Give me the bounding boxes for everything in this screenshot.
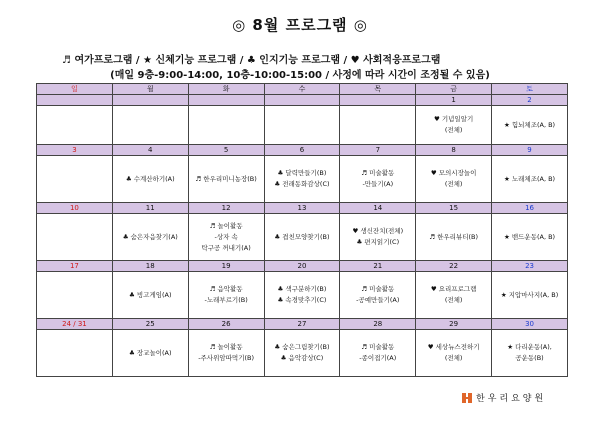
day-cell	[188, 156, 264, 203]
date-number: 3	[37, 145, 113, 156]
activity-line: -상자 속	[214, 232, 238, 241]
day-cell	[416, 330, 492, 377]
activity-line: ♣ 수계산하기(A)	[125, 174, 175, 183]
weekday-header-row	[37, 84, 568, 95]
date-row	[37, 261, 568, 272]
day-cell	[264, 330, 340, 377]
day-cell	[264, 106, 340, 145]
day-cell	[188, 330, 264, 377]
activity-line: ♬ 한우리미니농장(B)	[195, 174, 257, 183]
weekday-header: 월	[112, 84, 188, 95]
weekday-header: 일	[37, 84, 113, 95]
day-cell	[340, 330, 416, 377]
weekday-header: 수	[264, 84, 340, 95]
activity-line: ★ 노래체조(A, B)	[503, 174, 556, 183]
calendar-table	[36, 83, 568, 377]
activity-line: ♣ 속경맞추기(C)	[277, 296, 327, 304]
day-cell	[37, 106, 113, 145]
activity-line: ♬ 미술활동	[361, 169, 395, 177]
day-cell	[340, 214, 416, 261]
date-number: 12	[188, 203, 264, 214]
date-number: 2	[492, 95, 568, 106]
day-cell	[416, 156, 492, 203]
activity-line: ♬ 미술활동	[361, 343, 395, 351]
date-number: 25	[112, 319, 188, 330]
day-cell	[188, 214, 264, 261]
date-number	[264, 95, 340, 106]
date-number: 18	[112, 261, 188, 272]
date-number: 21	[340, 261, 416, 272]
date-number: 11	[112, 203, 188, 214]
date-number: 30	[492, 319, 568, 330]
activity-line: (전체)	[444, 354, 463, 362]
operating-hours: (매일 9층-9:00-14:00, 10층-10:00-15:00 / 사정에 따라 시간이 조정될 수 있음)	[110, 70, 490, 81]
activity-row	[37, 156, 568, 203]
activity-line: ★ 다리운동(A),	[507, 343, 552, 351]
activity-line: ★ 밴드운동(A, B)	[503, 232, 556, 241]
activity-line: 공운동(B)	[515, 354, 544, 362]
activity-line: (전체)	[444, 180, 463, 188]
date-number: 10	[37, 203, 113, 214]
date-number: 23	[492, 261, 568, 272]
day-cell	[264, 156, 340, 203]
date-number: 8	[416, 145, 492, 156]
activity-line: -노래부르기(B)	[204, 296, 248, 304]
day-cell	[112, 330, 188, 377]
day-cell	[112, 106, 188, 145]
activity-line: ♬ 미술활동	[361, 285, 395, 293]
day-cell	[37, 214, 113, 261]
day-cell	[112, 272, 188, 319]
date-number: 15	[416, 203, 492, 214]
date-number	[340, 95, 416, 106]
date-number: 22	[416, 261, 492, 272]
date-number: 14	[340, 203, 416, 214]
nursing-home-logo	[462, 391, 546, 404]
logo-icon	[462, 393, 472, 403]
day-cell	[492, 272, 568, 319]
activity-line: ♣ 겹친모양찾기(B)	[274, 232, 330, 241]
day-cell	[264, 272, 340, 319]
date-number: 24 / 31	[37, 319, 113, 330]
activity-line: ♬ 놀이활동	[209, 221, 243, 230]
date-row	[37, 145, 568, 156]
date-row	[37, 95, 568, 106]
program-legend: ♬ 여가프로그램 / ★ 신체기능 프로그램 / ♣ 인지기능 프로그램 / ♥ 사회적응프로그램	[62, 55, 441, 66]
day-cell	[264, 214, 340, 261]
activity-line: ♣ 편지읽기(C)	[356, 238, 400, 246]
day-cell	[416, 214, 492, 261]
date-number: 9	[492, 145, 568, 156]
day-cell	[37, 156, 113, 203]
activity-row	[37, 106, 568, 145]
weekday-header: 목	[340, 84, 416, 95]
date-number	[112, 95, 188, 106]
day-cell	[37, 330, 113, 377]
activity-line: ♣ 전래동화감상(C)	[274, 180, 330, 188]
activity-row	[37, 214, 568, 261]
activity-line: ★ 지압마사지(A, B)	[500, 290, 559, 299]
activity-line: ♥ 생신잔치(전체)	[352, 227, 404, 235]
activity-row	[37, 272, 568, 319]
day-cell	[340, 272, 416, 319]
date-number: 5	[188, 145, 264, 156]
activity-line: ♥ 모의시장놀이	[430, 169, 477, 177]
activity-line: ★ 힘뇌체조(A, B)	[503, 120, 556, 129]
activity-line: 탁구공 꺼내기(A)	[201, 243, 251, 252]
date-row	[37, 319, 568, 330]
day-cell	[112, 156, 188, 203]
day-cell	[37, 272, 113, 319]
weekday-header: 화	[188, 84, 264, 95]
activity-line: ♣ 달력만들기(B)	[277, 169, 327, 177]
date-number: 28	[340, 319, 416, 330]
day-cell	[188, 272, 264, 319]
activity-line: ♬ 놀이활동	[209, 343, 243, 351]
activity-line: ♣ 장교놀이(A)	[129, 348, 172, 357]
activity-line: ♣ 색구분하기(B)	[277, 285, 327, 293]
activity-line: -만들기(A)	[362, 180, 394, 188]
day-cell	[340, 106, 416, 145]
date-row	[37, 203, 568, 214]
date-number: 16	[492, 203, 568, 214]
activity-line: -주사위암따먹기(B)	[198, 354, 255, 362]
activity-line: ♬ 한우리뷰티(B)	[429, 232, 479, 241]
activity-line: -종이접기(A)	[359, 354, 397, 362]
day-cell	[112, 214, 188, 261]
day-cell	[492, 106, 568, 145]
day-cell	[492, 214, 568, 261]
date-number	[188, 95, 264, 106]
activity-line: ♥ 세상뉴스전하기	[427, 343, 480, 351]
date-number	[37, 95, 113, 106]
activity-line: (전체)	[444, 126, 463, 134]
day-cell	[416, 106, 492, 145]
activity-line: ♣ 숨은그림찾기(B)	[274, 343, 330, 351]
page-title: ◎ 8월 프로그램 ◎	[232, 16, 368, 34]
weekday-header: 토	[492, 84, 568, 95]
date-number: 7	[340, 145, 416, 156]
logo-text: 한우리요양원	[476, 394, 547, 404]
activity-line: ♬ 음악활동	[209, 285, 243, 293]
date-number: 29	[416, 319, 492, 330]
date-number: 4	[112, 145, 188, 156]
date-number: 17	[37, 261, 113, 272]
weekday-header: 금	[416, 84, 492, 95]
activity-line: (전체)	[444, 296, 463, 304]
date-number: 19	[188, 261, 264, 272]
activity-line: ♣ 음악감상(C)	[280, 354, 324, 362]
activity-line: ♣ 숨은자음찾기(A)	[122, 232, 178, 241]
activity-row	[37, 330, 568, 377]
activity-line: ♥ 기념일알기	[433, 115, 474, 123]
day-cell	[492, 156, 568, 203]
day-cell	[188, 106, 264, 145]
date-number: 6	[264, 145, 340, 156]
activity-line: ♥ 요리프로그램	[430, 285, 477, 293]
day-cell	[416, 272, 492, 319]
date-number: 1	[416, 95, 492, 106]
activity-line: ♣ 빙고게임(A)	[129, 290, 172, 299]
date-number: 20	[264, 261, 340, 272]
day-cell	[340, 156, 416, 203]
date-number: 13	[264, 203, 340, 214]
date-number: 26	[188, 319, 264, 330]
date-number: 27	[264, 319, 340, 330]
activity-line: -공예만들기(A)	[356, 296, 400, 304]
day-cell	[492, 330, 568, 377]
